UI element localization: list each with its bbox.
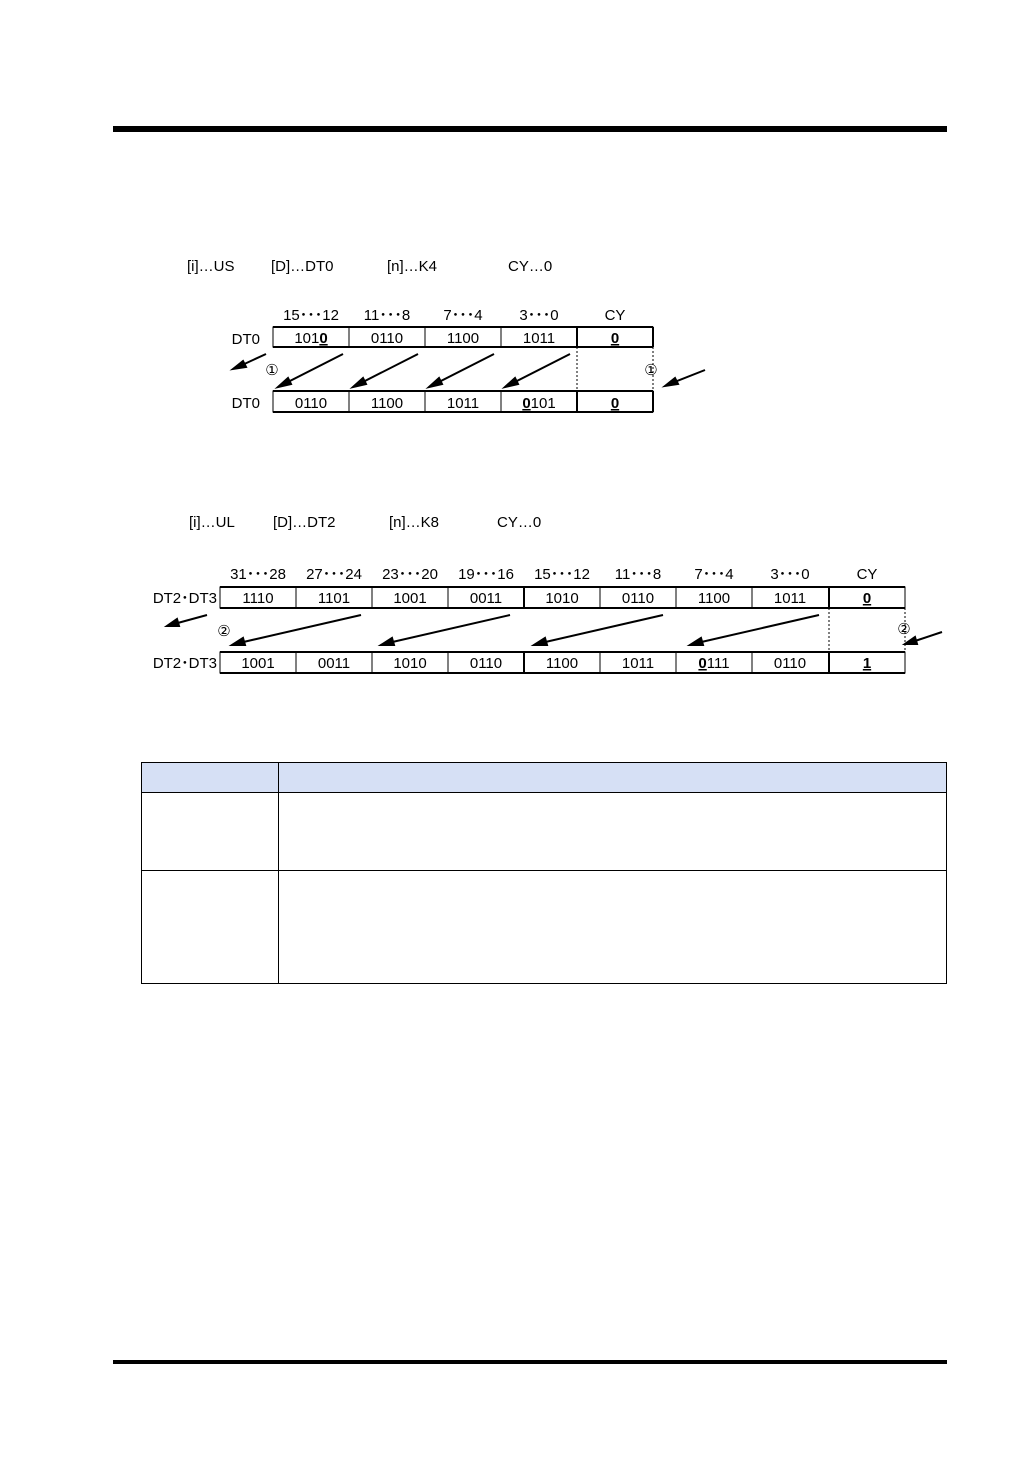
table-header-cell — [279, 763, 947, 793]
ex1-marker-right: ① — [644, 362, 658, 379]
ex1-after-cell: 0110 — [294, 395, 328, 412]
table-cell — [279, 871, 947, 984]
ex2-marker-left: ② — [217, 623, 231, 640]
ex2-before-cell: 1100 — [697, 590, 731, 607]
ex2-header: 27･･･24 — [306, 566, 362, 583]
ex2-marker-right: ② — [897, 621, 911, 638]
ex2-header: 31･･･28 — [230, 566, 286, 583]
ex2-header: 11･･･8 — [614, 566, 662, 583]
ex1-header: 15･･･12 — [283, 307, 339, 324]
ex1-param-n: [n]…K4 — [387, 258, 438, 275]
ex2-param-n: [n]…K8 — [389, 514, 440, 531]
ex2-before-cell: 0110 — [621, 590, 655, 607]
ex2-after-cell: 1011 — [621, 655, 655, 672]
ex1-after-cy: 0 — [610, 395, 620, 412]
table-cell — [142, 871, 279, 984]
ex2-header: 19･･･16 — [458, 566, 514, 583]
ex2-before-cell: 0011 — [469, 590, 503, 607]
ex2-after-cell: 1010 — [393, 655, 427, 672]
ex1-after-cell: 1011 — [446, 395, 480, 412]
ex2-after-cell: 1100 — [545, 655, 579, 672]
ex1-before-cy: 0 — [610, 330, 620, 347]
ex2-param-d: [D]…DT2 — [273, 514, 336, 531]
ex2-before-cell: 1010 — [545, 590, 579, 607]
ex2-before-cell: 1001 — [393, 590, 427, 607]
ex2-before-cell: 1110 — [242, 590, 274, 607]
ex2-param-cy: CY…0 — [497, 514, 542, 531]
ex1-before-cell: 0110 — [370, 330, 404, 347]
bottom-rule — [113, 1360, 947, 1364]
ex1-after-cell: 1100 — [370, 395, 404, 412]
ex1-header: 11･･･8 — [363, 307, 411, 324]
ex1-header: CY — [604, 307, 626, 324]
ex2-after-cell: 1001 — [241, 655, 275, 672]
ex1-header: 7･･･4 — [443, 307, 483, 324]
flag-table — [141, 762, 947, 984]
ex2-after-cell: 0111 — [698, 655, 730, 672]
ex2-header: 7･･･4 — [694, 566, 734, 583]
ex2-after-cell: 0011 — [317, 655, 351, 672]
ex1-param-d: [D]…DT0 — [271, 258, 334, 275]
ex2-header: CY — [856, 566, 878, 583]
ex2-before-cell: 1101 — [317, 590, 351, 607]
ex1-marker-left: ① — [265, 362, 279, 379]
ex2-shift-arrows — [167, 615, 942, 645]
ex2-param-i: [i]…UL — [189, 514, 235, 531]
table-row — [142, 871, 947, 984]
ex1-header: 3･･･0 — [519, 307, 559, 324]
ex1-row-after-label: DT0 — [231, 395, 260, 412]
ex1-before-cell: 1100 — [446, 330, 480, 347]
table-cell — [142, 793, 279, 871]
table-cell — [279, 793, 947, 871]
ex2-after-cell: 0110 — [469, 655, 503, 672]
ex2-row-before-label: DT2･DT3 — [152, 590, 217, 607]
ex1-after-cell: 0101 — [522, 395, 556, 412]
ex2-before-cy: 0 — [862, 590, 872, 607]
ex1-param-cy: CY…0 — [508, 258, 553, 275]
table-header-row — [142, 763, 947, 793]
ex2-header: 23･･･20 — [382, 566, 438, 583]
table-header-cell — [142, 763, 279, 793]
ex2-after-cell: 0110 — [773, 655, 807, 672]
ex1-row-before-label: DT0 — [231, 331, 260, 348]
ex1-param-i: [i]…US — [187, 258, 235, 275]
ex2-before-cell: 1011 — [773, 590, 807, 607]
ex2-row-after-label: DT2･DT3 — [152, 655, 217, 672]
table-row — [142, 793, 947, 871]
ex1-before-cell: 1010 — [294, 330, 328, 347]
ex2-after-cy: 1 — [862, 655, 872, 672]
ex2-header: 3･･･0 — [770, 566, 810, 583]
ex2-header: 15･･･12 — [534, 566, 590, 583]
ex1-before-cell: 1011 — [522, 330, 556, 347]
